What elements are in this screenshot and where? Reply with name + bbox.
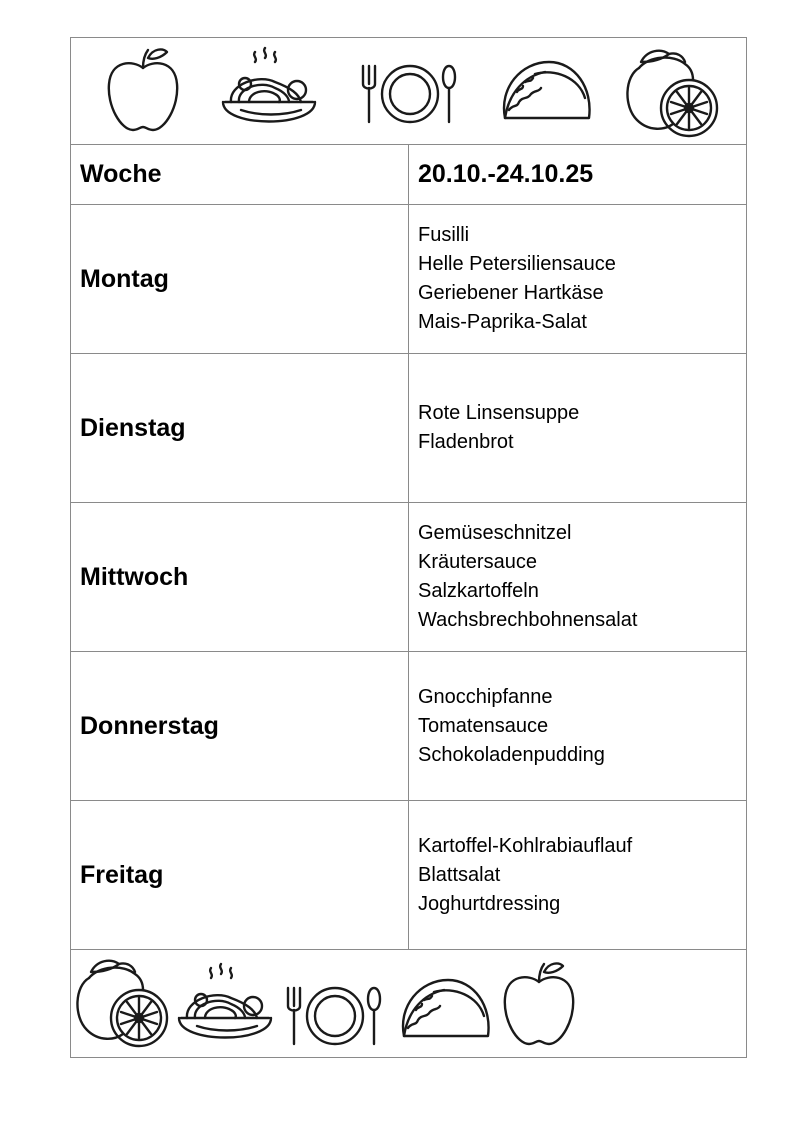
apple-icon [499,960,579,1050]
lemon-icon [621,40,721,140]
day-row-donnerstag [71,651,746,800]
menu-item: Fladenbrot [418,431,514,453]
week-label: Woche [71,145,409,204]
day-label: Montag [71,205,409,353]
day-row-freitag [71,800,746,949]
menu-item: Tomatensauce [418,714,549,737]
day-row-montag [71,204,746,353]
menu-items [409,652,746,800]
menu-item: Helle Petersiliensauce [418,253,616,275]
apple-icon [103,46,183,136]
menu-item: Joghurtdressing [418,892,561,915]
day-label: Mittwoch [71,503,409,651]
day-label: Dienstag [71,354,409,502]
menu-item: Schokoladenpudding [418,743,605,766]
menu-item: Geriebener Hartkäse [418,282,604,304]
week-date-range: 20.10.-24.10.25 [418,160,594,188]
menu-item: Mais-Paprika-Salat [418,311,587,333]
plate-cutlery-icon [355,58,465,128]
top-icon-row [71,38,746,143]
menu-items [409,503,746,651]
menu-sheet [70,37,747,1058]
spaghetti-icon [219,44,319,134]
menu-item: Kartoffel-Kohlrabiauflauf [418,834,633,857]
day-label: Donnerstag [71,652,409,800]
taco-icon [394,970,494,1050]
taco-icon [495,52,595,132]
day-row-mittwoch [71,502,746,651]
menu-item: Salzkartoffeln [418,580,539,602]
menu-item: Wachsbrechbohnensalat [418,609,638,631]
menu-item: Blattsalat [418,863,501,886]
menu-item: Kräutersauce [418,551,537,573]
menu-item: Gemüseschnitzel [418,522,572,544]
menu-item: Gnocchipfanne [418,685,553,708]
plate-cutlery-icon [280,980,390,1050]
day-row-dienstag [71,353,746,502]
menu-item: Fusilli [418,224,470,246]
menu-items [409,801,746,949]
menu-item: Rote Linsensuppe [418,402,580,424]
lemon-icon [71,950,171,1050]
week-value-cell [409,145,746,204]
bottom-icon-row [71,949,746,1057]
day-label: Freitag [71,801,409,949]
spaghetti-icon [175,960,275,1050]
menu-items [409,205,746,353]
week-row [71,144,746,204]
menu-items [409,354,746,502]
